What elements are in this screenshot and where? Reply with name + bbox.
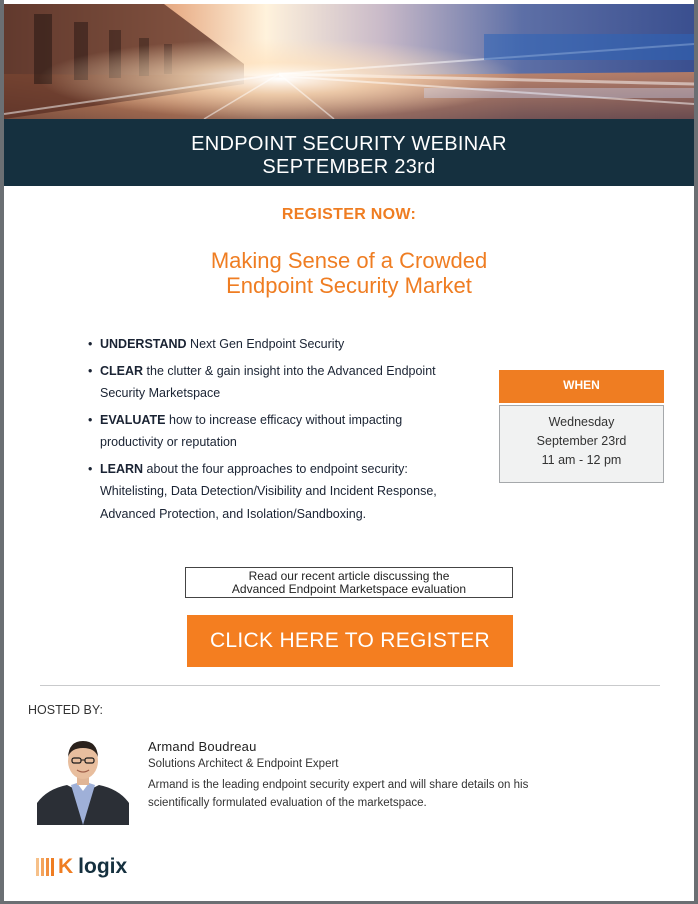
bullet-keyword: UNDERSTAND [100, 337, 187, 351]
event-time: 11 am - 12 pm [541, 453, 622, 467]
bullet-icon: • [88, 337, 93, 351]
section-divider [40, 685, 660, 686]
bullet-text: the clutter & gain insight into the Advanced Endpoint Security Marketspace [100, 363, 436, 400]
headline-line-2: Endpoint Security Market [226, 273, 472, 298]
bullet-keyword: LEARN [100, 461, 144, 476]
host-title: Solutions Architect & Endpoint Expert [148, 758, 339, 770]
event-day: Wednesday [548, 415, 615, 429]
headline-line-1: Making Sense of a Crowded [210, 248, 488, 273]
when-label: WHEN [499, 370, 664, 403]
article-link-line-1: Read our recent article discussing the [248, 569, 450, 583]
frame-border-right [694, 0, 698, 904]
article-link[interactable] [185, 567, 513, 598]
host-name: Armand Boudreau [148, 739, 257, 754]
avatar [37, 733, 129, 825]
bullet-keyword: EVALUATE [100, 412, 166, 427]
hero-image [4, 4, 694, 119]
list-item [88, 360, 468, 405]
bullet-icon: • [88, 412, 93, 427]
bullet-text: Next Gen Endpoint Security [186, 337, 345, 351]
bullet-icon: • [88, 363, 93, 378]
list-item [88, 333, 468, 356]
event-date: September 23rd [536, 434, 627, 448]
webinar-headline [0, 248, 698, 298]
logo-text: logix [78, 855, 128, 878]
list-item [88, 409, 468, 454]
logo-k: K [58, 855, 74, 878]
title-banner [4, 119, 694, 186]
webinar-date: SEPTEMBER 23rd [262, 156, 436, 178]
register-button[interactable]: CLICK HERE TO REGISTER [187, 615, 513, 667]
article-link-line-2: Advanced Endpoint Marketspace evaluation [231, 582, 467, 596]
host-bio: Armand is the leading endpoint security expert and will share details on his scientifically formulated evaluation of the marketspace. [148, 779, 529, 809]
benefits-list [88, 333, 468, 529]
list-item [88, 458, 468, 526]
bullet-keyword: CLEAR [100, 363, 144, 378]
logo-bars-icon [36, 858, 54, 876]
webinar-title: ENDPOINT SECURITY WEBINAR [191, 133, 507, 155]
hosted-by-label: HOSTED BY: [28, 703, 104, 717]
bullet-text: how to increase efficacy without impacting productivity or reputation [100, 412, 403, 449]
register-now-heading: REGISTER NOW: [281, 206, 417, 223]
bullet-text: about the four approaches to endpoint security: Whitelisting, Data Detection/Visibility and Incident Response, Advanced Protection, and Isolation/Sandboxing. [100, 461, 437, 521]
bullet-icon: • [88, 461, 93, 476]
k-logix-logo [36, 855, 127, 879]
when-details [499, 405, 664, 483]
